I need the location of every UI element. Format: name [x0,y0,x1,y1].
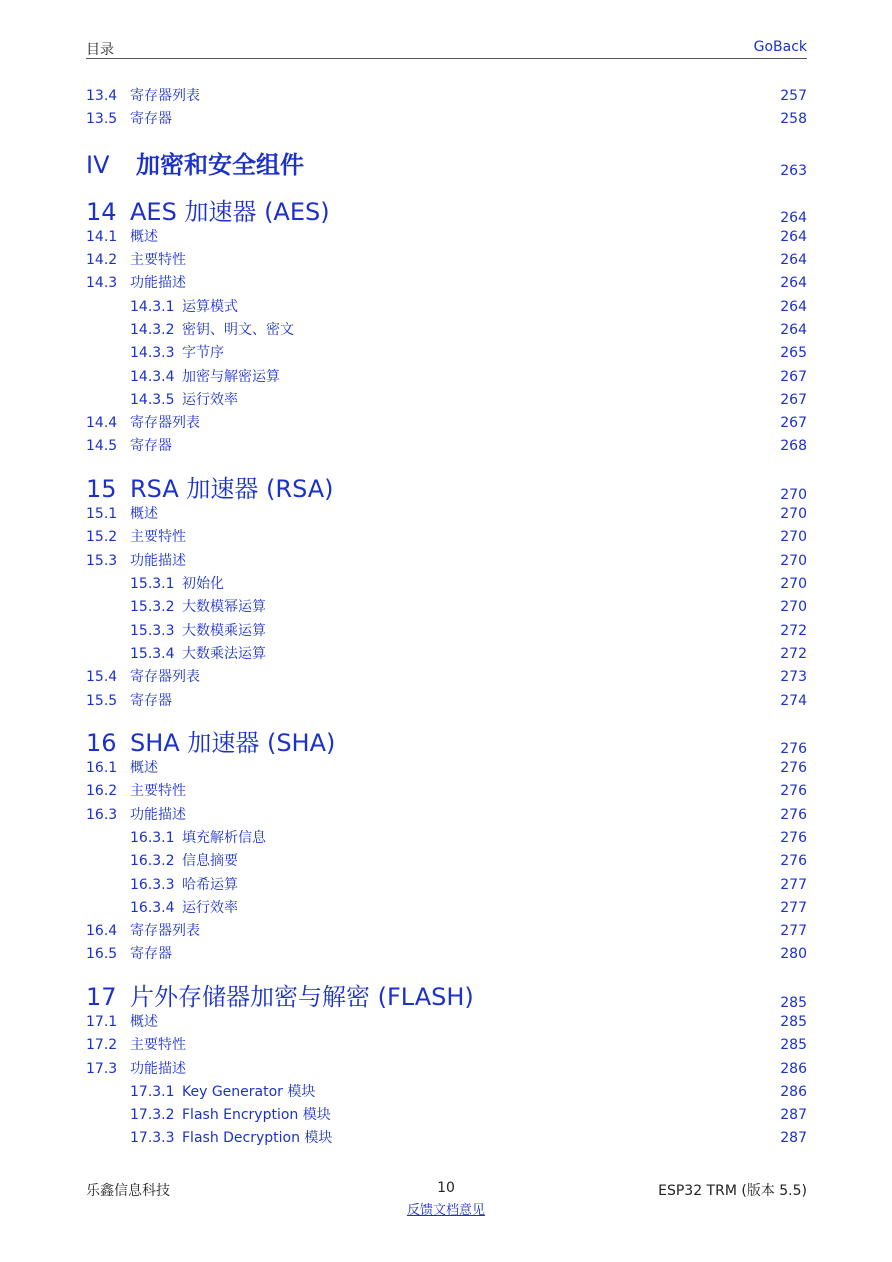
toc-title: 运行效率 [182,900,238,916]
toc-title: 字节序 [182,345,224,361]
toc-entry-sec[interactable] [86,1012,807,1032]
toc-page: 272 [780,646,807,662]
toc-entry-sub[interactable] [86,390,807,410]
toc-num: 17 [86,983,117,1011]
toc-num: 14.3.4 [130,369,175,385]
toc-num: 16.1 [86,760,118,776]
toc-title: 寄存器列表 [130,88,200,104]
toc-title: 概述 [130,506,158,522]
toc-num: 17.1 [86,1014,118,1030]
toc-page: 277 [780,900,807,916]
toc-entry-sec[interactable] [86,109,807,129]
feedback-link[interactable]: 反馈文档意见 [406,1203,485,1218]
toc-num: 14.3.5 [130,392,175,408]
toc-entry-part[interactable] [86,148,807,182]
toc-num: 16.3.1 [130,830,175,846]
toc-page: 277 [780,877,807,893]
toc-title: 功能描述 [130,807,186,823]
toc-page: 267 [780,415,807,431]
toc-entry-sub[interactable] [86,1105,807,1125]
toc-num: 16.5 [86,946,118,962]
goback-link[interactable]: GoBack [753,39,807,55]
toc-entry-sub[interactable] [86,297,807,317]
toc-page: 267 [780,392,807,408]
toc-title: Key Generator 模块 [182,1084,316,1100]
toc-page: 276 [780,741,807,757]
toc-num: 17.3.3 [130,1130,175,1146]
toc-num: 17.2 [86,1037,118,1053]
toc-page: 285 [780,995,807,1011]
toc-page: 258 [780,111,807,127]
toc-page: 277 [780,923,807,939]
toc-title: 哈希运算 [182,877,238,893]
toc-title: 寄存器列表 [130,415,200,431]
toc-page: 287 [780,1130,807,1146]
toc-title: 加密与解密运算 [182,369,280,385]
toc-page: 280 [780,946,807,962]
header-section-title: 目录 [86,42,114,58]
toc-page: 264 [780,299,807,315]
toc-page: 270 [780,576,807,592]
toc-num: 13.5 [86,111,118,127]
toc-title: 概述 [130,229,158,245]
toc-entry-sec[interactable] [86,86,807,106]
toc-page: 263 [780,163,807,179]
toc-title: 信息摘要 [182,853,238,869]
toc-page: 286 [780,1084,807,1100]
toc-entry-sec[interactable] [86,227,807,247]
toc-title: 寄存器列表 [130,669,200,685]
toc-entry-chap[interactable] [86,726,807,760]
toc-page: 270 [780,599,807,615]
toc-title: 概述 [130,1014,158,1030]
toc-page: 264 [780,322,807,338]
toc-title: 大数模乘运算 [182,623,266,639]
toc-title: 寄存器列表 [130,923,200,939]
toc-title: 初始化 [182,576,224,592]
toc-page: 276 [780,807,807,823]
toc-entry-sec[interactable] [86,944,807,964]
toc-num: 14 [86,198,117,226]
toc-entry-sec[interactable] [86,551,807,571]
toc-page: 264 [780,275,807,291]
toc-entry-chap[interactable] [86,195,807,229]
toc-page: 276 [780,830,807,846]
toc-num: 16.3 [86,807,118,823]
footer-page-number: 10 [437,1180,455,1196]
toc-title: 概述 [130,760,158,776]
toc-page: 267 [780,369,807,385]
toc-page: 270 [780,553,807,569]
toc-title: 主要特性 [130,783,186,799]
toc-page: 285 [780,1014,807,1030]
toc-page: 276 [780,853,807,869]
toc-entry-sub[interactable] [86,343,807,363]
toc-num: 15.3.1 [130,576,175,592]
toc-page: 276 [780,760,807,776]
toc-num: 16.3.3 [130,877,175,893]
toc-title: 填充解析信息 [182,830,266,846]
toc-page: 264 [780,210,807,226]
toc-entry-sec[interactable] [86,781,807,801]
toc-entry-sub[interactable] [86,1082,807,1102]
toc-page: 270 [780,506,807,522]
toc-num: 14.3.2 [130,322,175,338]
toc-entry-sec[interactable] [86,758,807,778]
toc-num: 16.4 [86,923,118,939]
toc-entry-sec[interactable] [86,1059,807,1079]
header-divider [86,58,807,59]
toc-page: 285 [780,1037,807,1053]
toc-num: 16.2 [86,783,118,799]
toc-num: 15.3.4 [130,646,175,662]
toc-num: 14.3.1 [130,299,175,315]
toc-page: 273 [780,669,807,685]
toc-num: 15.3.2 [130,599,175,615]
toc-num: 15.5 [86,693,118,709]
toc-title: 寄存器 [130,946,172,962]
toc-num: 14.3.3 [130,345,175,361]
toc-entry-sec[interactable] [86,527,807,547]
toc-page: 264 [780,252,807,268]
toc-page: 264 [780,229,807,245]
toc-entry-sec[interactable] [86,413,807,433]
toc-num: 13.4 [86,88,118,104]
toc-num: 17.3.2 [130,1107,175,1123]
toc-title: 大数模幂运算 [182,599,266,615]
toc-entry-chap[interactable] [86,472,807,506]
toc-num: 15.2 [86,529,118,545]
toc-page: 274 [780,693,807,709]
toc-num: 14.2 [86,252,118,268]
toc-num: 15.4 [86,669,118,685]
toc-title: SHA 加速器 (SHA) [130,729,336,757]
toc-title: 运算模式 [182,299,238,315]
toc-title: 运行效率 [182,392,238,408]
toc-entry-sub[interactable] [86,1128,807,1148]
toc-title: AES 加速器 (AES) [130,198,330,226]
toc-title: 功能描述 [130,275,186,291]
toc-page: 286 [780,1061,807,1077]
toc-entry-sec[interactable] [86,436,807,456]
footer-company: 乐鑫信息科技 [86,1183,170,1199]
toc-entry-sub[interactable] [86,621,807,641]
toc-title: 片外存储器加密与解密 (FLASH) [130,983,474,1011]
toc-title: 功能描述 [130,1061,186,1077]
toc-num: 16.3.4 [130,900,175,916]
toc-page: 265 [780,345,807,361]
toc-entry-sec[interactable] [86,250,807,270]
toc-title: 密钥、明文、密文 [182,322,294,338]
toc-page: 257 [780,88,807,104]
toc-title: RSA 加速器 (RSA) [130,475,334,503]
toc-entry-sec[interactable] [86,805,807,825]
toc-page: 270 [780,487,807,503]
toc-page: 270 [780,529,807,545]
toc-page: 268 [780,438,807,454]
toc-entry-sub[interactable] [86,898,807,918]
toc-num: IV [86,151,110,179]
toc-page: 272 [780,623,807,639]
toc-num: 15.3 [86,553,118,569]
toc-num: 16.3.2 [130,853,175,869]
toc-entry-sub[interactable] [86,597,807,617]
toc-title: 加密和安全组件 [136,150,304,179]
toc-num: 16 [86,729,117,757]
toc-entry-sec[interactable] [86,921,807,941]
toc-title: 大数乘法运算 [182,646,266,662]
toc-num: 14.4 [86,415,118,431]
toc-entry-sub[interactable] [86,320,807,340]
toc-title: Flash Decryption 模块 [182,1130,333,1146]
toc-entry-sub[interactable] [86,851,807,871]
toc-entry-sub[interactable] [86,367,807,387]
toc-num: 14.3 [86,275,118,291]
toc-entry-sub[interactable] [86,828,807,848]
toc-entry-sub[interactable] [86,644,807,664]
toc-entry-sub[interactable] [86,574,807,594]
toc-num: 15.3.3 [130,623,175,639]
toc-entry-sec[interactable] [86,1035,807,1055]
toc-title: 寄存器 [130,693,172,709]
toc-entry-sec[interactable] [86,273,807,293]
toc-entry-sec[interactable] [86,667,807,687]
toc-entry-sec[interactable] [86,504,807,524]
toc-title: 主要特性 [130,1037,186,1053]
toc-entry-chap[interactable] [86,980,807,1014]
toc-page: 287 [780,1107,807,1123]
toc-page: 276 [780,783,807,799]
toc-title: 主要特性 [130,252,186,268]
toc-num: 14.1 [86,229,118,245]
toc-num: 15.1 [86,506,118,522]
toc-num: 14.5 [86,438,118,454]
toc-title: Flash Encryption 模块 [182,1107,331,1123]
toc-title: 主要特性 [130,529,186,545]
toc-title: 功能描述 [130,553,186,569]
toc-num: 15 [86,475,117,503]
toc-num: 17.3 [86,1061,118,1077]
toc-entry-sub[interactable] [86,875,807,895]
toc-entry-sec[interactable] [86,691,807,711]
footer-document-version: ESP32 TRM (版本 5.5) [658,1183,807,1199]
toc-num: 17.3.1 [130,1084,175,1100]
toc-title: 寄存器 [130,111,172,127]
toc-title: 寄存器 [130,438,172,454]
